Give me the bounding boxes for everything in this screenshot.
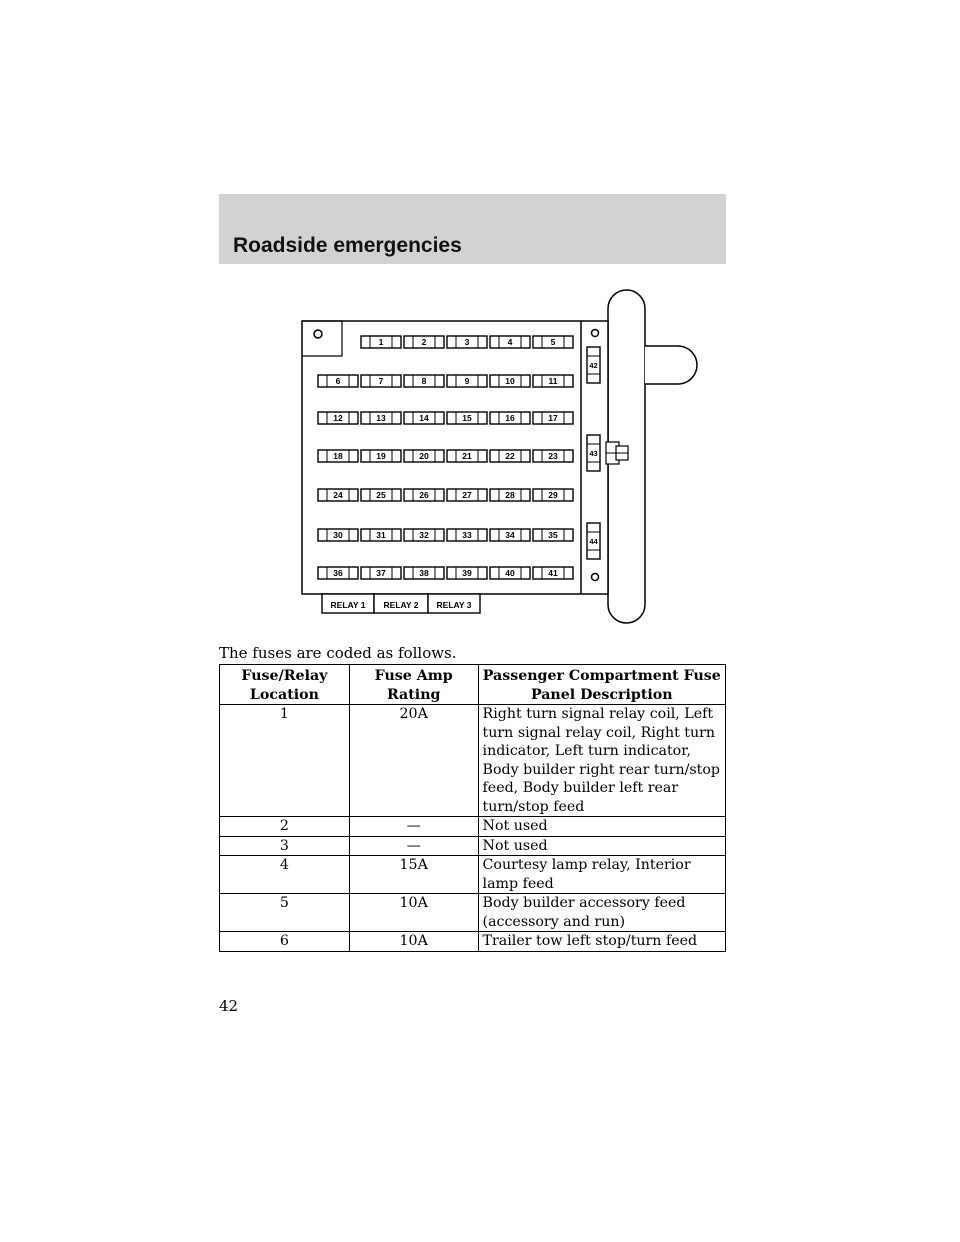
fuse-label: 35	[548, 530, 558, 540]
fuse-label: 3	[464, 337, 470, 347]
fuse-label: 8	[421, 376, 427, 386]
intro-text: The fuses are coded as follows.	[219, 644, 457, 662]
cell-location: 4	[220, 856, 350, 894]
mount-hole	[314, 330, 322, 338]
fuse-label: 40	[505, 568, 515, 578]
fuse-label: 2	[421, 337, 427, 347]
fuse-label: 1	[378, 337, 384, 347]
relay-label: RELAY 3	[436, 600, 472, 610]
side-fuse-label: 42	[589, 361, 598, 370]
col-header-description: Passenger Compartment Fuse Panel Description	[478, 665, 725, 705]
cell-location: 1	[220, 705, 350, 817]
fuse-label: 41	[548, 568, 558, 578]
fuse-label: 5	[550, 337, 556, 347]
fuse-label: 37	[376, 568, 386, 578]
fuse-label: 16	[505, 413, 515, 423]
fuse-label: 13	[376, 413, 386, 423]
fuse-label: 19	[376, 451, 386, 461]
fuse-label: 14	[419, 413, 429, 423]
cell-description: Trailer tow left stop/turn feed	[478, 932, 725, 952]
mount-hole	[592, 574, 599, 581]
fuse-label: 27	[462, 490, 472, 500]
fuse-label: 32	[419, 530, 429, 540]
section-title: Roadside emergencies	[233, 234, 462, 257]
table-row	[220, 705, 726, 817]
cell-amp: 20A	[349, 705, 478, 817]
fuse-label: 23	[548, 451, 558, 461]
fuse-panel-diagram	[300, 286, 700, 628]
fuse-label: 17	[548, 413, 558, 423]
cell-amp: 10A	[349, 932, 478, 952]
table-row	[220, 932, 726, 952]
fuse-label: 39	[462, 568, 472, 578]
cell-location: 2	[220, 817, 350, 837]
fuse-label: 24	[333, 490, 343, 500]
cell-location: 5	[220, 894, 350, 932]
table-header-row	[220, 665, 726, 705]
page-number: 42	[219, 997, 239, 1015]
fuse-label: 10	[505, 376, 515, 386]
mount-hole	[592, 330, 599, 337]
col-header-amp: Fuse Amp Rating	[349, 665, 478, 705]
fuse-label: 15	[462, 413, 472, 423]
fuse-label: 9	[464, 376, 470, 386]
cell-description: Not used	[478, 817, 725, 837]
relay-label: RELAY 1	[330, 600, 366, 610]
side-fuse-label: 44	[589, 537, 598, 546]
fuse-panel-svg	[300, 286, 700, 628]
cell-amp: 15A	[349, 856, 478, 894]
section-header	[219, 194, 726, 264]
table-row	[220, 817, 726, 837]
table-row	[220, 894, 726, 932]
cell-description: Right turn signal relay coil, Left turn signal relay coil, Right turn indicator, Left turn indicator, Body builder right rear turn/stop feed, Body builder left rear turn/stop feed	[478, 705, 725, 817]
handle-tab	[645, 346, 697, 384]
cell-amp: —	[349, 836, 478, 856]
fuse-label: 25	[376, 490, 386, 500]
cell-description: Courtesy lamp relay, Interior lamp feed	[478, 856, 725, 894]
fuse-label: 28	[505, 490, 515, 500]
fuse-label: 26	[419, 490, 429, 500]
fuse-label: 38	[419, 568, 429, 578]
fuse-label: 12	[333, 413, 343, 423]
fuse-label: 6	[335, 376, 341, 386]
relay-label: RELAY 2	[383, 600, 419, 610]
fuse-label: 31	[376, 530, 386, 540]
fuse-label: 33	[462, 530, 472, 540]
col-header-location: Fuse/Relay Location	[220, 665, 350, 705]
table-row	[220, 856, 726, 894]
fuse-label: 18	[333, 451, 343, 461]
side-fuse-label: 43	[589, 449, 598, 458]
fuse-label: 36	[333, 568, 343, 578]
cell-amp: —	[349, 817, 478, 837]
fuse-table	[219, 664, 726, 952]
fuse-label: 11	[548, 376, 558, 386]
fuse-label: 4	[507, 337, 513, 347]
cell-amp: 10A	[349, 894, 478, 932]
cell-location: 3	[220, 836, 350, 856]
cell-description: Body builder accessory feed (accessory and run)	[478, 894, 725, 932]
cell-location: 6	[220, 932, 350, 952]
fuse-label: 7	[378, 376, 384, 386]
fuse-label: 34	[505, 530, 515, 540]
fuse-label: 30	[333, 530, 343, 540]
fuse-label: 20	[419, 451, 429, 461]
fuse-label: 22	[505, 451, 515, 461]
fuse-label: 29	[548, 490, 558, 500]
cell-description: Not used	[478, 836, 725, 856]
table-row	[220, 836, 726, 856]
fuse-label: 21	[462, 451, 472, 461]
